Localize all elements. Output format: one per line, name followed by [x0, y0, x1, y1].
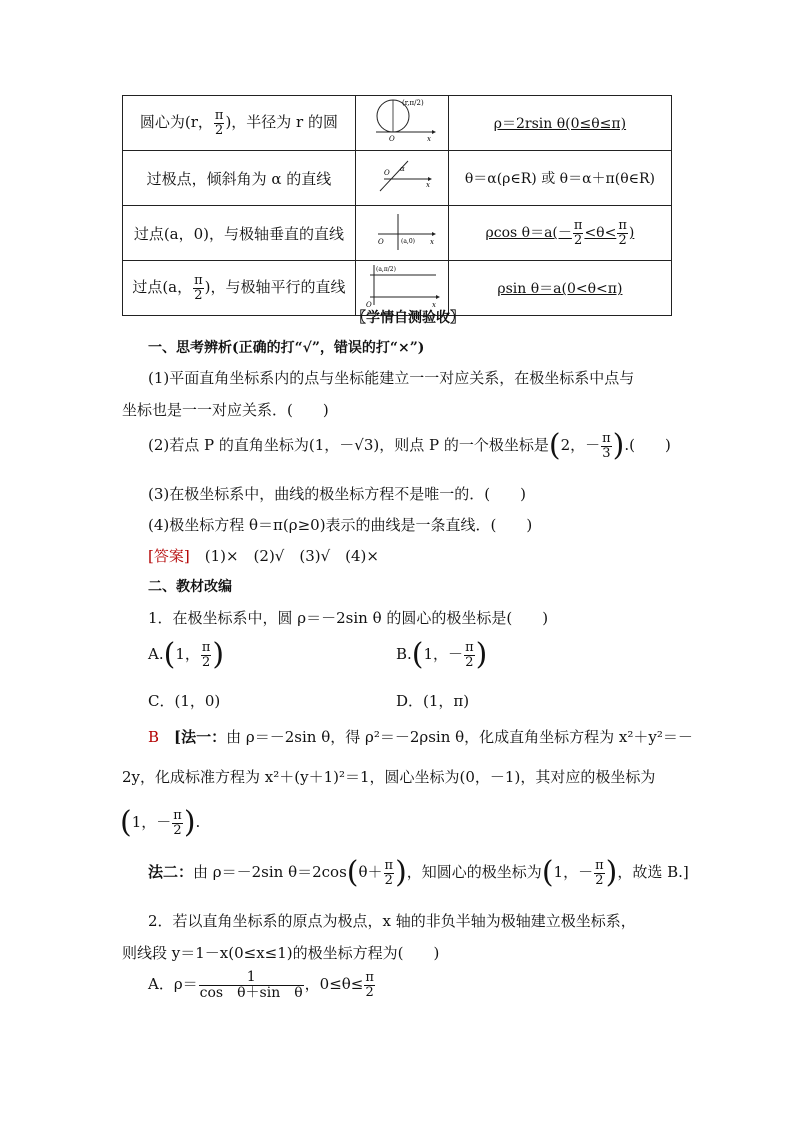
figure-label: O — [377, 238, 384, 246]
problem1-stem: 1．在极坐标系中，圆 ρ＝－2sin θ 的圆心的极坐标是( ) — [148, 609, 549, 627]
row-equation — [448, 151, 671, 206]
figure-label: (a,0) — [400, 238, 415, 245]
figure-label: (r,π/2) — [401, 99, 424, 107]
row-figure — [355, 96, 448, 151]
row-description: 过点(a， $\frac{\pi}{2}$ )，与极轴平行的直线 — [123, 261, 356, 316]
equation-text: ρ＝2rsin θ(0≤θ≤π) — [493, 116, 627, 132]
figure-label: (a,π/2) — [375, 266, 396, 273]
q3-line: (3)在极坐标系中，曲线的极坐标方程不是唯一的．( ) — [148, 485, 526, 503]
q1-line1: (1)平面直角坐标系内的点与坐标能建立一一对应关系，在极坐标系中点与 — [148, 369, 635, 387]
answer-line — [148, 545, 379, 566]
horizontal-line-diagram — [356, 261, 448, 311]
table-row — [123, 151, 672, 206]
part1-title: 一、思考辨析(正确的打“√”，错误的打“×”) — [148, 340, 425, 356]
figure-label: x — [431, 301, 436, 309]
figure-label: x — [429, 238, 434, 246]
equation-text: θ＝α(ρ∈R) 或 θ＝α＋π(θ∈R) — [464, 171, 656, 187]
answer-label: [答案] — [148, 547, 190, 565]
line-through-pole-diagram — [356, 151, 448, 201]
circle-diagram — [356, 96, 448, 146]
equation-text: ρcos θ＝a(－ $\frac{\pi}{2}$ <θ< $\frac{\pi}{2}$ ) — [485, 217, 635, 248]
row-figure — [355, 151, 448, 206]
polar-equation-table — [122, 95, 672, 316]
problem2-line2: 则线段 y＝1－x(0≤x≤1)的极坐标方程为( ) — [122, 944, 440, 962]
problem2-line1: 2．若以直角坐标系的原点为极点，x 轴的非负半轴为极轴建立极坐标系， — [148, 912, 636, 930]
row-figure — [355, 206, 448, 261]
figure-label: x — [425, 181, 430, 189]
solution-line3: (1，－ $\frac{\pi}{2}$ ). — [120, 805, 201, 840]
row-description — [123, 206, 356, 261]
desc-text: )，半径为 r 的圆 — [225, 113, 338, 131]
equation-text: ρsin θ＝a(0<θ<π) — [497, 281, 623, 297]
desc-text: 过极点，倾斜角为 α 的直线 — [146, 169, 332, 188]
answer-text: (1)× (2)√ (3)√ (4)× — [204, 547, 379, 565]
option-b: B.(1，－ $\frac{\pi}{2}$ ) — [396, 637, 488, 672]
solution-line2: 2y，化成标准方程为 x²＋(y＋1)²＝1，圆心坐标为(0，－1)，其对应的极坐标为 — [122, 768, 656, 786]
q2-line: (2)若点 P 的直角坐标为(1，－√3)，则点 P 的一个极坐标是(2，－ $\frac{\pi}{3}$ ).( ) — [148, 428, 671, 463]
table-row — [123, 96, 672, 151]
row-equation — [448, 96, 671, 151]
solution-line1: B [法一：由 ρ＝－2sin θ，得 ρ²＝－2ρsin θ，化成直角坐标方程为 x²＋y²＝－ — [148, 728, 693, 746]
row-description — [123, 151, 356, 206]
solution-method2: 法二：由 ρ＝－2sin θ＝2cos(θ＋ $\frac{\pi}{2}$ )，知圆心的极坐标为(1，－ $\frac{\pi}{2}$ )，故选 B.] — [148, 855, 689, 890]
option-d: D．(1，π) — [396, 692, 470, 710]
q1-line2: 坐标也是一一对应关系．( ) — [122, 401, 329, 419]
part2-title: 二、教材改编 — [148, 579, 232, 595]
option-a: A.(1， $\frac{\pi}{2}$ ) — [148, 637, 225, 672]
row-equation — [448, 206, 671, 261]
solution-answer-letter: B — [148, 728, 160, 746]
figure-label: O — [383, 169, 390, 177]
vertical-line-diagram — [356, 206, 448, 256]
q4-line: (4)极坐标方程 θ＝π(ρ≥0)表示的曲线是一条直线．( ) — [148, 516, 533, 534]
problem2-option-a: A．ρ＝ $\frac{1}{\text{cos θ＋sin θ}}$ ，0≤θ≤ $\frac{\pi}{2}$ — [148, 969, 374, 1001]
row-description — [123, 96, 356, 151]
section-title: 〖学情自测验收〗 — [352, 310, 464, 326]
option-c: C．(1，0) — [148, 692, 221, 710]
figure-label: O — [388, 135, 395, 143]
desc-text: 圆心为(r， — [139, 113, 213, 131]
row-equation — [448, 261, 671, 316]
figure-label: x — [426, 135, 431, 143]
figure-label: α — [399, 165, 405, 173]
fraction: $\frac{\pi}{2}$ — [214, 107, 224, 138]
desc-text: 过点(a，0)，与极轴垂直的直线 — [133, 224, 345, 243]
figure-label: O — [365, 301, 372, 309]
table-row — [123, 206, 672, 261]
